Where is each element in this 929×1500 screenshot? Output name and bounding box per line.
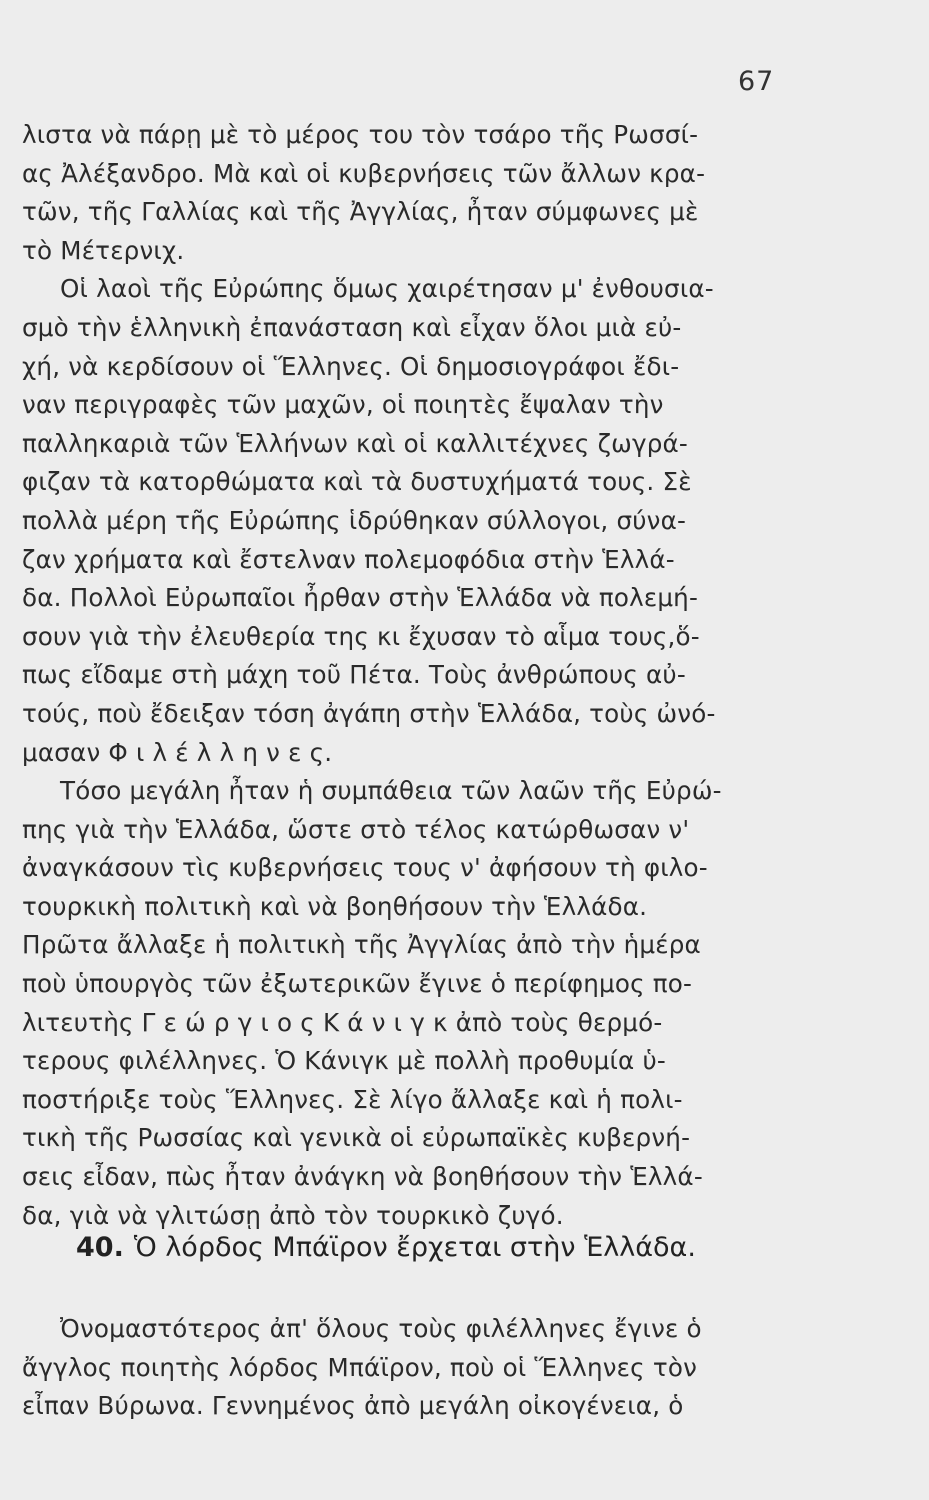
text-line: Πρῶτα ἄλλαξε ἡ πολιτικὴ τῆς Ἀγγλίας ἀπὸ τὴν ἡμέρα <box>22 930 701 960</box>
text-line: δα, γιὰ νὰ γλιτώσῃ ἀπὸ τὸν τουρκικὸ ζυγό. <box>22 1200 564 1230</box>
text-line: τῶν, τῆς Γαλλίας καὶ τῆς Ἀγγλίας, ἦταν σύμφωνες μὲ <box>22 197 699 227</box>
text-line: σουν γιὰ τὴν ἐλευθερία της κι ἔχυσαν τὸ αἷμα τους,ὅ- <box>22 621 700 651</box>
text-line: παλληκαριὰ τῶν Ἑλλήνων καὶ οἱ καλλιτέχνες ζωγρά- <box>22 428 688 458</box>
text-line: ποὺ ὑπουργὸς τῶν ἐξωτερικῶν ἔγινε ὁ περίφημος πο- <box>22 969 693 999</box>
text-line: ναν περιγραφὲς τῶν μαχῶν, οἱ ποιητὲς ἔψαλαν τὴν <box>22 390 664 420</box>
text-line: πολλὰ μέρη τῆς Εὐρώπης ἱδρύθηκαν σύλλογοι, σύνα- <box>22 505 687 535</box>
text-line: χή, νὰ κερδίσουν οἱ Ἕλληνες. Οἱ δημοσιογράφοι ἔδι- <box>22 351 680 381</box>
section-title: Ὁ λόρδος Μπάϊρον ἔρχεται στὴν Ἑλλάδα. <box>133 1232 696 1263</box>
text-line: ἄγγλος ποιητὴς λόρδος Μπάϊρον, ποὺ οἱ Ἕλληνες τὸν <box>22 1352 698 1382</box>
text-line: φιζαν τὰ κατορθώματα καὶ τὰ δυστυχήματά τους. Σὲ <box>22 467 692 497</box>
text-line: λιτευτὴς Γ ε ώ ρ γ ι ο ς Κ ά ν ι γ κ ἀπὸ τοὺς θερμό- <box>22 1007 663 1037</box>
text-line: τὸ Μέτερνιχ. <box>22 235 185 265</box>
text-line: Οἱ λαοὶ τῆς Εὐρώπης ὅμως χαιρέτησαν μ' ἐνθουσια- <box>60 274 714 304</box>
text-line: ζαν χρήματα καὶ ἔστελναν πολεμοφόδια στὴν Ἑλλά- <box>22 544 675 574</box>
page-number: 67 <box>738 66 775 97</box>
body-text <box>22 116 802 1235</box>
section-number: 40. <box>76 1232 124 1263</box>
section-heading <box>76 1232 696 1263</box>
text-line: Τόσο μεγάλη ἦταν ἡ συμπάθεια τῶν λαῶν τῆς Εὐρώ- <box>60 776 722 806</box>
text-line: τουρκικὴ πολιτικὴ καὶ νὰ βοηθήσουν τὴν Ἑλλάδα. <box>22 891 648 921</box>
text-line: τικὴ τῆς Ρωσσίας καὶ γενικὰ οἱ εὐρωπαϊκὲς κυβερνή- <box>22 1123 691 1153</box>
text-line: ας Ἀλέξανδρο. Μὰ καὶ οἱ κυβερνήσεις τῶν ἄλλων κρα- <box>22 158 706 188</box>
text-line: τερους φιλέλληνες. Ὁ Κάνιγκ μὲ πολλὴ προθυμία ὑ- <box>22 1046 666 1076</box>
text-line: πης γιὰ τὴν Ἑλλάδα, ὥστε στὸ τέλος κατώρθωσαν ν' <box>22 814 690 844</box>
text-line: ποστήριξε τοὺς Ἕλληνες. Σὲ λίγο ἄλλαξε καὶ ἡ πολι- <box>22 1084 683 1114</box>
section-body-text <box>22 1310 802 1426</box>
text-line: ἀναγκάσουν τὶς κυβερνήσεις τους ν' ἀφήσουν τὴ φιλο- <box>22 853 708 883</box>
text-line: μασαν Φ ι λ έ λ λ η ν ε ς. <box>22 737 333 767</box>
text-line: δα. Πολλοὶ Εὐρωπαῖοι ἦρθαν στὴν Ἑλλάδα νὰ πολεμή- <box>22 583 699 613</box>
text-line: Ὀνομαστότερος ἀπ' ὅλους τοὺς φιλέλληνες ἔγινε ὁ <box>60 1314 702 1343</box>
text-line: εἶπαν Βύρωνα. Γεννημένος ἀπὸ μεγάλη οἰκογένεια, ὁ <box>22 1391 684 1421</box>
text-line: τούς, ποὺ ἔδειξαν τόση ἀγάπη στὴν Ἑλλάδα, τοὺς ὠνό- <box>22 698 716 728</box>
text-line: σμὸ τὴν ἑλληνικὴ ἐπανάσταση καὶ εἶχαν ὅλοι μιὰ εὐ- <box>22 312 682 342</box>
text-line: λιστα νὰ πάρῃ μὲ τὸ μέρος του τὸν τσάρο τῆς Ρωσσί- <box>22 120 699 149</box>
text-line: πως εἴδαμε στὴ μάχη τοῦ Πέτα. Τοὺς ἀνθρώπους αὐ- <box>22 660 686 690</box>
text-line: σεις εἶδαν, πὼς ἦταν ἀνάγκη νὰ βοηθήσουν τὴν Ἑλλά- <box>22 1162 703 1192</box>
